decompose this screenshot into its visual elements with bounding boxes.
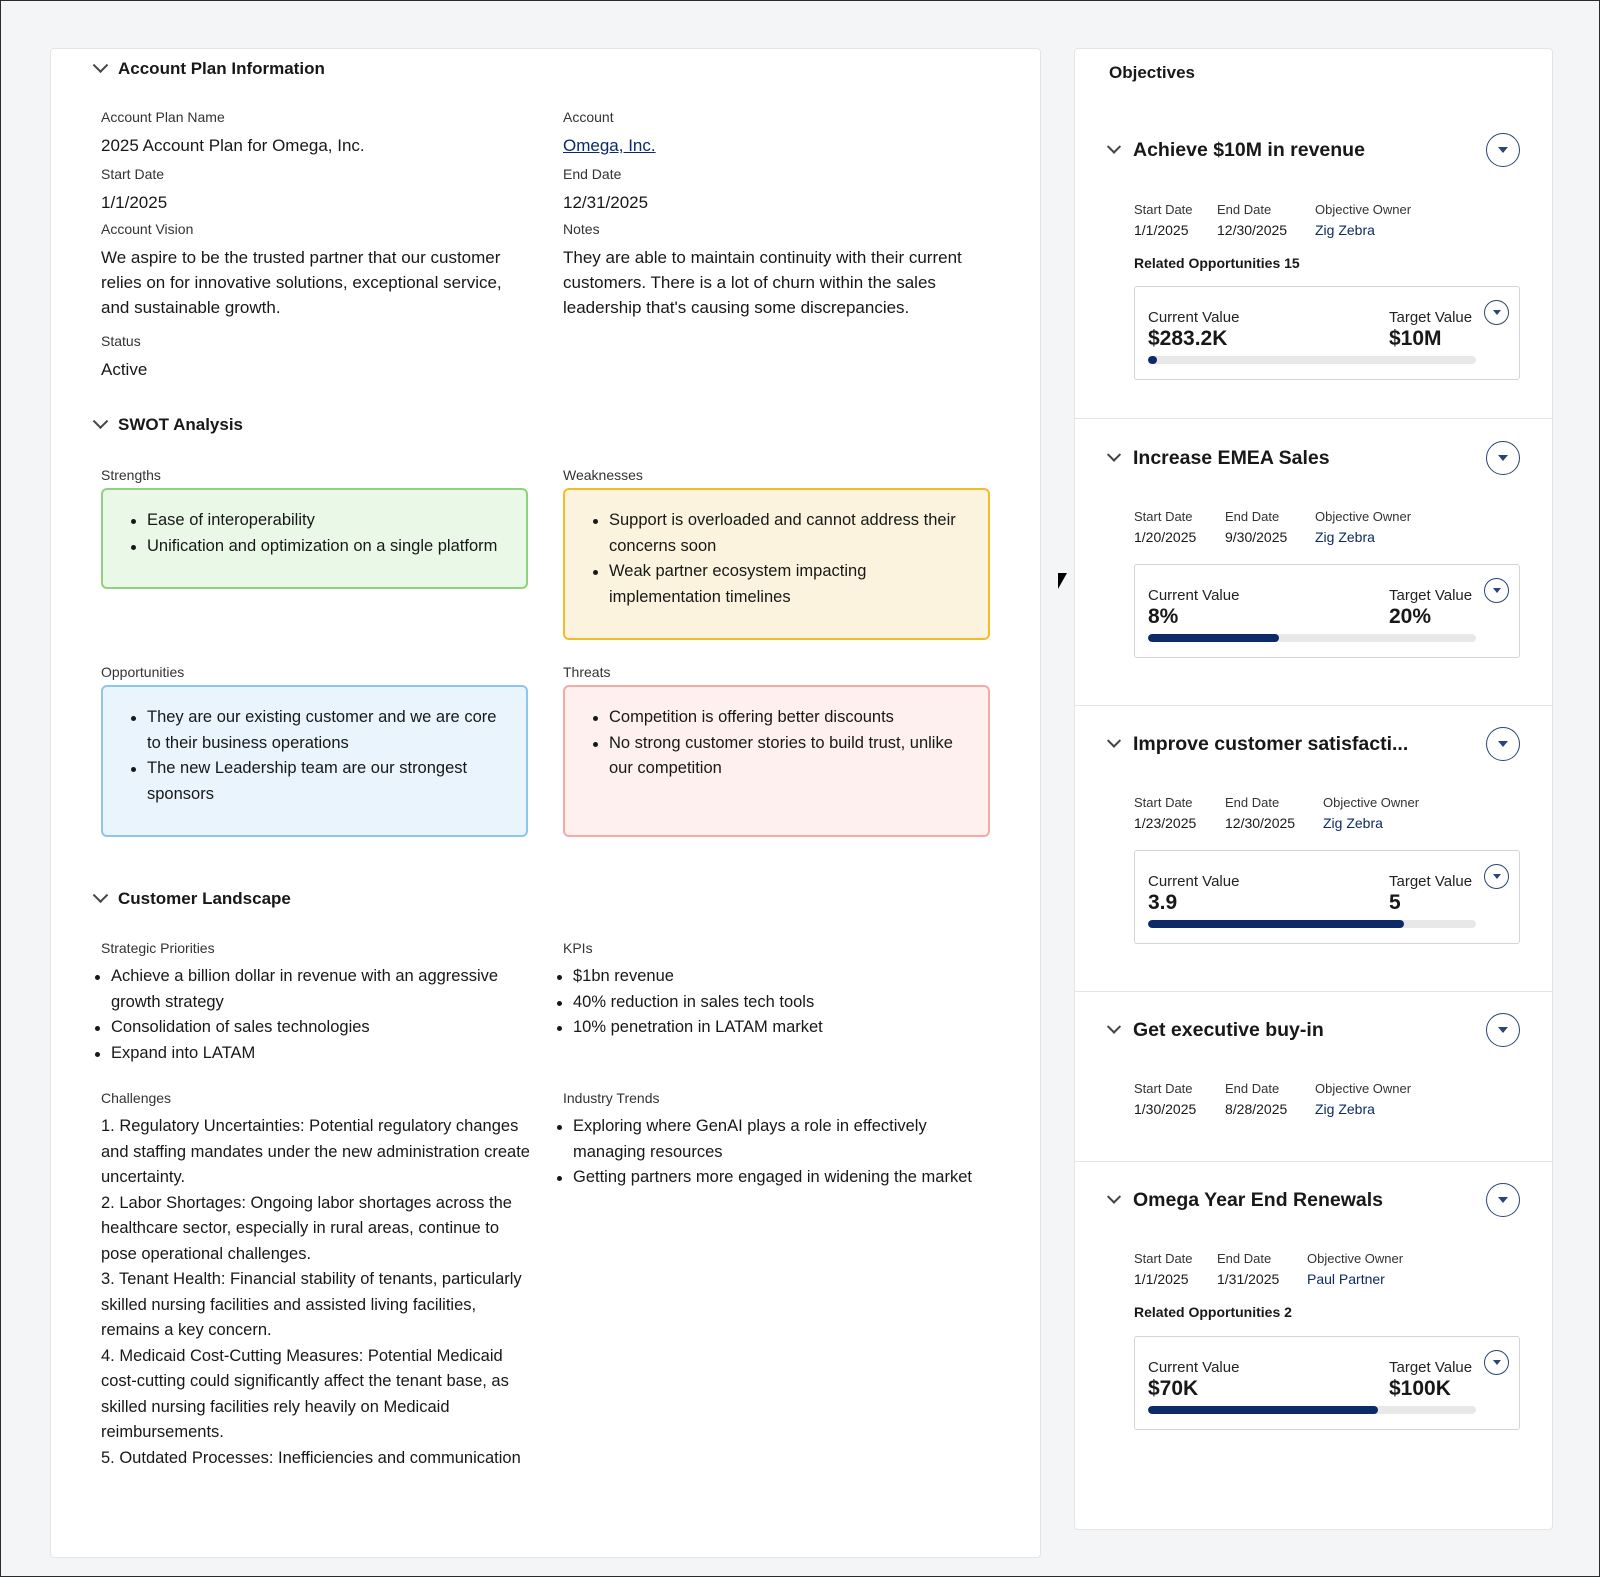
chevron-down-icon [1107,447,1121,461]
dropdown-icon [1493,310,1501,315]
list-item: No strong customer stories to build trust, unlike our competition [583,731,970,782]
opportunities-label: Opportunities [101,664,185,680]
objective-name: Improve customer satisfacti... [1133,733,1409,755]
objective-start: Start Date 1/1/2025 [1134,1251,1193,1287]
progress-bar [1148,920,1476,928]
objectives-panel [1074,48,1553,1530]
chevron-down-icon [1107,139,1121,153]
list-item: Achieve a billion dollar in revenue with an aggressive growth strategy [85,964,531,1015]
objective-name: Omega Year End Renewals [1133,1189,1384,1211]
status-field: Status Active [101,333,147,382]
progress-fill [1148,1406,1378,1414]
threats-label: Threats [563,664,611,680]
target-value: $100K [1389,1377,1451,1400]
challenge-item: 2. Labor Shortages: Ongoing labor shortages across the healthcare sector, especially in rural areas, continue to pose operational challenges. [101,1193,512,1263]
value-menu-button[interactable] [1484,1350,1509,1375]
account-plan-section-header[interactable] [95,59,325,79]
objective-card [1075,1162,1553,1530]
current-value: $283.2K [1148,327,1228,350]
objective-card [1075,706,1553,992]
objective-card [1075,419,1553,706]
objective-start: Start Date 1/20/2025 [1134,509,1197,545]
list-item: Weak partner ecosystem impacting implementation timelines [583,559,970,610]
objective-end: End Date 12/30/2025 [1217,202,1288,238]
related-opportunities[interactable]: Related Opportunities 15 [1134,255,1300,271]
plan-name-field: Account Plan Name 2025 Account Plan for Omega, Inc. [101,109,365,155]
list-item: Expand into LATAM [85,1041,531,1067]
dropdown-icon [1493,1360,1501,1365]
owner-link[interactable]: Zig Zebra [1315,529,1375,545]
value-menu-button[interactable] [1484,578,1509,603]
current-value: $70K [1148,1377,1199,1400]
opportunities-box [101,685,528,837]
objective-owner: Objective Owner Zig Zebra [1315,202,1412,238]
chevron-down-icon [1107,1019,1121,1033]
challenge-item: 4. Medicaid Cost-Cutting Measures: Potential Medicaid cost-cutting could significantly affect the tenant base, as skilled nursing facilities rely heavily on Medicaid reimbursements. [101,1346,509,1441]
owner-link[interactable]: Zig Zebra [1315,222,1375,238]
challenges-field: Challenges 1. Regulatory Uncertainties: Potential regulatory changes and staffing mandates under the new administration create uncertainty. 2. Labor Shortages: Ongoing labor shortages across the healthcare sector, especially in rural areas, continue to pose operational challenges. 3. Tenant Health: Financial stability of tenants, particularly skilled nursing facilities and assisted living facilities, remains a key concern. 4. Medicaid Cost-Cutting Measures: Potential Medicaid cost-cutting could significantly affect the tenant base, as skilled nursing facilities rely heavily on Medicaid reimbursements. 5. Outdated Processes: Inefficiencies and communication [101,1090,533,1471]
list-item: 40% reduction in sales tech tools [547,990,983,1016]
list-item: Ease of interoperability [121,508,508,534]
dropdown-icon [1498,455,1508,461]
target-value: 20% [1389,605,1432,628]
objective-header[interactable] [1109,447,1330,470]
progress-fill [1148,356,1157,364]
start-date-field: Start Date 1/1/2025 [101,166,168,212]
list-item: Competition is offering better discounts [583,705,970,731]
target-value: 5 [1389,891,1401,914]
account-vision-field: Account Vision We aspire to be the trusted partner that our customer relies on for innovative solutions, exceptional service, and sustainable growth. [101,221,502,317]
objective-end: End Date 12/30/2025 [1225,795,1296,831]
dropdown-icon [1498,1027,1508,1033]
objective-name: Get executive buy-in [1133,1019,1324,1041]
value-card: Current Value 8% Target Value 20% [1134,564,1520,658]
customer-landscape-section-header[interactable] [95,889,291,909]
weaknesses-box [563,488,990,640]
chevron-down-icon [93,413,109,429]
list-item: Exploring where GenAI plays a role in effectively managing resources [547,1114,983,1165]
section-title: Account Plan Information [118,59,325,78]
objective-end: End Date 8/28/2025 [1225,1081,1288,1117]
dropdown-icon [1493,874,1501,879]
section-title: Customer Landscape [118,889,291,908]
challenge-item: 1. Regulatory Uncertainties: Potential regulatory changes and staffing mandates under the new administration create uncertainty. [101,1117,530,1186]
objective-card [1075,109,1553,419]
threats-box [563,685,990,837]
account-plan-panel [50,48,1041,1558]
objective-header[interactable] [1109,733,1408,756]
objective-header[interactable] [1109,139,1365,162]
strengths-label: Strengths [101,467,161,483]
objective-name: Increase EMEA Sales [1133,447,1330,469]
value-card: Current Value 3.9 Target Value 5 [1134,850,1520,944]
chevron-down-icon [1107,1189,1121,1203]
objective-menu-button[interactable] [1486,441,1520,475]
list-item: Getting partners more engaged in widening the market [547,1165,983,1191]
progress-fill [1148,634,1279,642]
dropdown-icon [1498,147,1508,153]
objective-menu-button[interactable] [1486,133,1520,167]
list-item: Support is overloaded and cannot address their concerns soon [583,508,970,559]
owner-link[interactable]: Paul Partner [1307,1271,1385,1287]
list-item: The new Leadership team are our strongest sponsors [121,756,508,807]
dropdown-icon [1498,1197,1508,1203]
list-item: They are our existing customer and we are core to their business operations [121,705,508,756]
objective-name: Achieve $10M in revenue [1133,139,1365,161]
current-value: 8% [1148,605,1179,628]
industry-trends-field: Industry Trends Exploring where GenAI plays a role in effectively managing resources Getting partners more engaged in widening the market [563,1090,983,1191]
objective-start: Start Date 1/1/2025 [1134,202,1193,238]
account-link[interactable]: Omega, Inc. [563,136,656,155]
value-card: Current Value $283.2K Target Value $10M [1134,286,1520,380]
kpis-field: KPIs $1bn revenue 40% reduction in sales tech tools 10% penetration in LATAM market [563,940,983,1041]
objectives-title: Objectives [1109,63,1195,82]
list-item: $1bn revenue [547,964,983,990]
chevron-down-icon [93,887,109,903]
challenge-item: 5. Outdated Processes: Inefficiencies and communication [101,1448,521,1467]
objective-menu-button[interactable] [1486,1013,1520,1047]
objective-end: End Date 9/30/2025 [1225,509,1288,545]
objective-start: Start Date 1/30/2025 [1134,1081,1197,1117]
objective-end: End Date 1/31/2025 [1217,1251,1280,1287]
end-date-field: End Date 12/31/2025 [563,166,649,212]
account-field: Account Omega, Inc. [563,109,656,155]
owner-link[interactable]: Zig Zebra [1315,1101,1375,1117]
weaknesses-label: Weaknesses [563,467,643,483]
chevron-down-icon [1107,733,1121,747]
target-value: $10M [1389,327,1442,350]
list-item: Unification and optimization on a single platform [121,534,508,560]
progress-bar [1148,356,1476,364]
objective-owner: Objective Owner Zig Zebra [1315,509,1412,545]
related-opportunities[interactable]: Related Opportunities 2 [1134,1304,1292,1320]
strategic-priorities-field: Strategic Priorities Achieve a billion dollar in revenue with an aggressive growth strategy Consolidation of sales technologies Expand into LATAM [101,940,531,1066]
objective-header[interactable] [1109,1019,1324,1042]
current-value: 3.9 [1148,891,1178,914]
objective-owner: Objective Owner Zig Zebra [1315,1081,1412,1117]
value-card: Current Value $70K Target Value $100K [1134,1336,1520,1430]
owner-link[interactable]: Zig Zebra [1323,815,1383,831]
objective-start: Start Date 1/23/2025 [1134,795,1197,831]
challenge-item: 3. Tenant Health: Financial stability of tenants, particularly skilled nursing facilities and assisted living facilities, remains a key concern. [101,1270,522,1339]
section-title: SWOT Analysis [118,415,244,434]
chevron-down-icon [93,57,109,73]
list-item: Consolidation of sales technologies [85,1015,531,1041]
objective-header[interactable] [1109,1189,1383,1212]
value-menu-button[interactable] [1484,300,1509,325]
objective-card [1075,992,1553,1162]
strengths-box [101,488,528,589]
objective-owner: Objective Owner Paul Partner [1307,1251,1404,1287]
notes-field: Notes They are able to maintain continuity with their current customers. There is a lot of churn within the sales leadership that's causing some discrepancies. [563,221,962,317]
objective-menu-button[interactable] [1486,1183,1520,1217]
mouse-cursor-icon [1058,573,1067,589]
list-item: 10% penetration in LATAM market [547,1015,983,1041]
swot-section-header[interactable] [95,415,243,435]
objective-owner: Objective Owner Zig Zebra [1323,795,1420,831]
dropdown-icon [1493,588,1501,593]
status-value: Active [101,360,148,379]
progress-bar [1148,634,1476,642]
progress-fill [1148,920,1404,928]
dropdown-icon [1498,741,1508,747]
progress-bar [1148,1406,1476,1414]
value-menu-button[interactable] [1484,864,1509,889]
objective-menu-button[interactable] [1486,727,1520,761]
